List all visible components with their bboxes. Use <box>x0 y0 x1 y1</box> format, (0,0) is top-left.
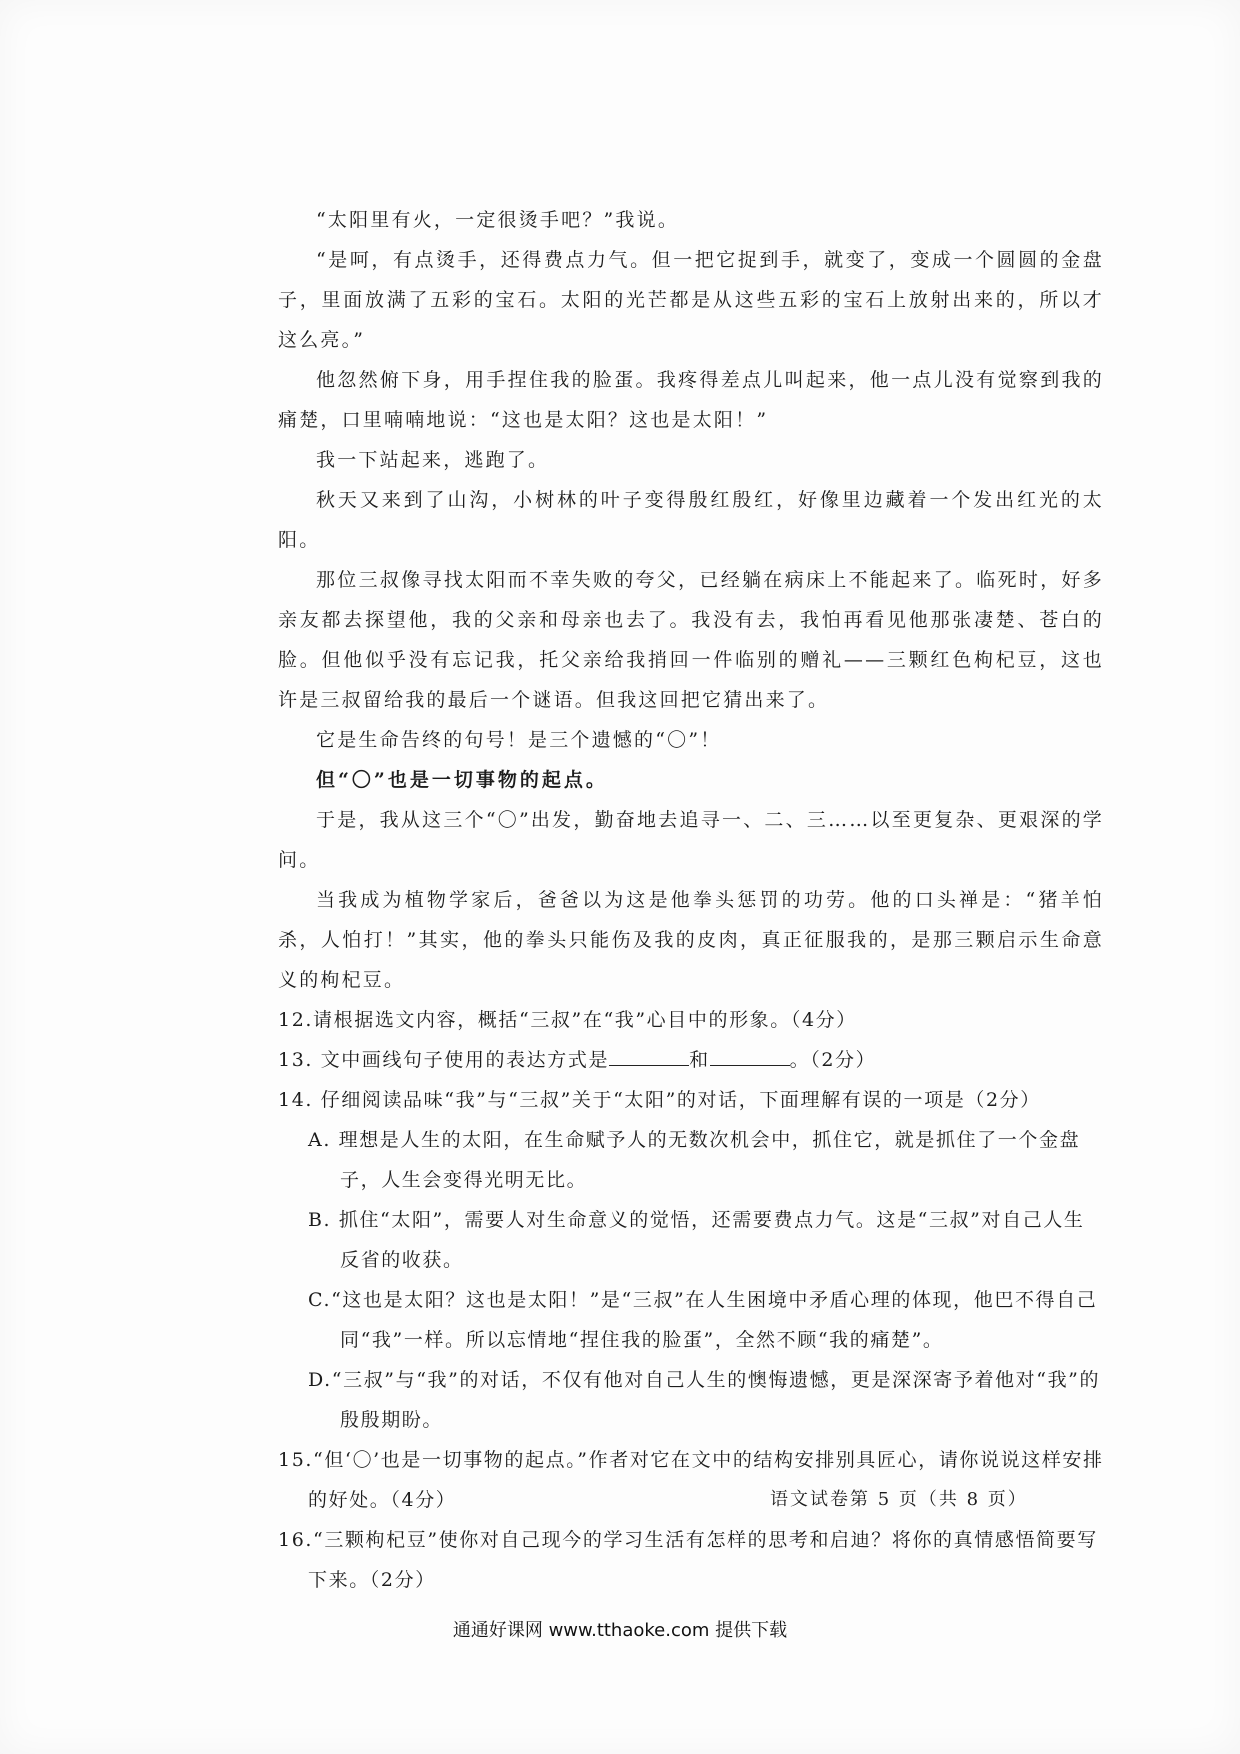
passage-paragraph: 于是，我从这三个“〇”出发，勤奋地去追寻一、二、三……以至更复杂、更艰深的学问。 <box>278 809 1104 871</box>
passage-paragraph: 当我成为植物学家后，爸爸以为这是他拳头惩罚的功劳。他的口头禅是：“猪羊怕杀，人怕打！”其实，他的拳头只能伤及我的皮肉，真正征服我的，是那三颗启示生命意义的枸杞豆。 <box>278 889 1104 991</box>
question-13-connector: 和 <box>689 1049 710 1071</box>
question-13-text: 13. 文中画线句子使用的表达方式是 <box>278 1049 610 1071</box>
passage-paragraph-underlined-sentence: 但“〇”也是一切事物的起点。 <box>316 769 608 791</box>
question-14-option-d: D.“三叔”与“我”的对话，不仅有他对自己人生的懊悔遗憾，更是深深寄予着他对“我”的殷殷期盼。 <box>308 1369 1101 1431</box>
question-14-option-c: C.“这也是太阳？这也是太阳！”是“三叔”在人生困境中矛盾心理的体现，他巴不得自己同“我”一样。所以忘情地“捏住我的脸蛋”，全然不顾“我的痛楚”。 <box>308 1289 1098 1351</box>
passage-paragraph: 我一下站起来，逃跑了。 <box>316 449 550 471</box>
download-site-label: 通通好课网 www.tthaoke.com 提供下载 <box>452 1620 788 1641</box>
answer-blank[interactable] <box>609 1043 689 1066</box>
page-content <box>278 200 1104 1600</box>
question-14: 14. 仔细阅读品味“我”与“三叔”关于“太阳”的对话，下面理解有误的一项是（2分） <box>278 1089 1041 1111</box>
passage-paragraph: “太阳里有火，一定很烫手吧？”我说。 <box>316 209 680 231</box>
passage-paragraph: 秋天又来到了山沟，小树林的叶子变得殷红殷红，好像里边藏着一个发出红光的太阳。 <box>278 489 1104 551</box>
page-number-label: 语文试卷第 5 页（共 8 页） <box>770 1489 1028 1510</box>
question-12: 12.请根据选文内容，概括“三叔”在“我”心目中的形象。（4分） <box>278 1009 857 1031</box>
passage-paragraph: 它是生命告终的句号！是三个遗憾的“〇”！ <box>316 729 722 751</box>
question-16: 16.“三颗枸杞豆”使你对自己现今的学习生活有怎样的思考和启迪？将你的真情感悟简要写下来。（2分） <box>278 1529 1098 1591</box>
question-13 <box>278 1040 1104 1080</box>
question-13-score: 。（2分） <box>789 1049 877 1071</box>
question-14-option-b: B. 抓住“太阳”，需要人对生命意义的觉悟，还需要费点力气。这是“三叔”对自己人生反省的收获。 <box>308 1209 1085 1271</box>
question-14-option-a: A. 理想是人生的太阳，在生命赋予人的无数次机会中，抓住它，就是抓住了一个金盘子，人生会变得光明无比。 <box>308 1129 1081 1191</box>
question-15: 15.“但‘〇’也是一切事物的起点。”作者对它在文中的结构安排别具匠心，请你说说这样安排的好处。（4分） <box>278 1449 1104 1511</box>
answer-blank[interactable] <box>710 1043 790 1066</box>
passage-paragraph: “是呵，有点烫手，还得费点力气。但一把它捉到手，就变了，变成一个圆圆的金盘子，里面放满了五彩的宝石。太阳的光芒都是从这些五彩的宝石上放射出来的，所以才这么亮。” <box>278 249 1104 351</box>
passage-paragraph: 那位三叔像寻找太阳而不幸失败的夸父，已经躺在病床上不能起来了。临死时，好多亲友都去探望他，我的父亲和母亲也去了。我没有去，我怕再看见他那张凄楚、苍白的脸。但他似乎没有忘记我，托父亲给我捎回一件临别的赠礼——三颗红色枸杞豆，这也许是三叔留给我的最后一个谜语。但我这回把它猜出来了。 <box>278 569 1104 711</box>
passage-paragraph: 他忽然俯下身，用手捏住我的脸蛋。我疼得差点儿叫起来，他一点儿没有觉察到我的痛楚，口里喃喃地说：“这也是太阳？这也是太阳！” <box>278 369 1104 431</box>
reading-passage <box>278 200 1104 1000</box>
